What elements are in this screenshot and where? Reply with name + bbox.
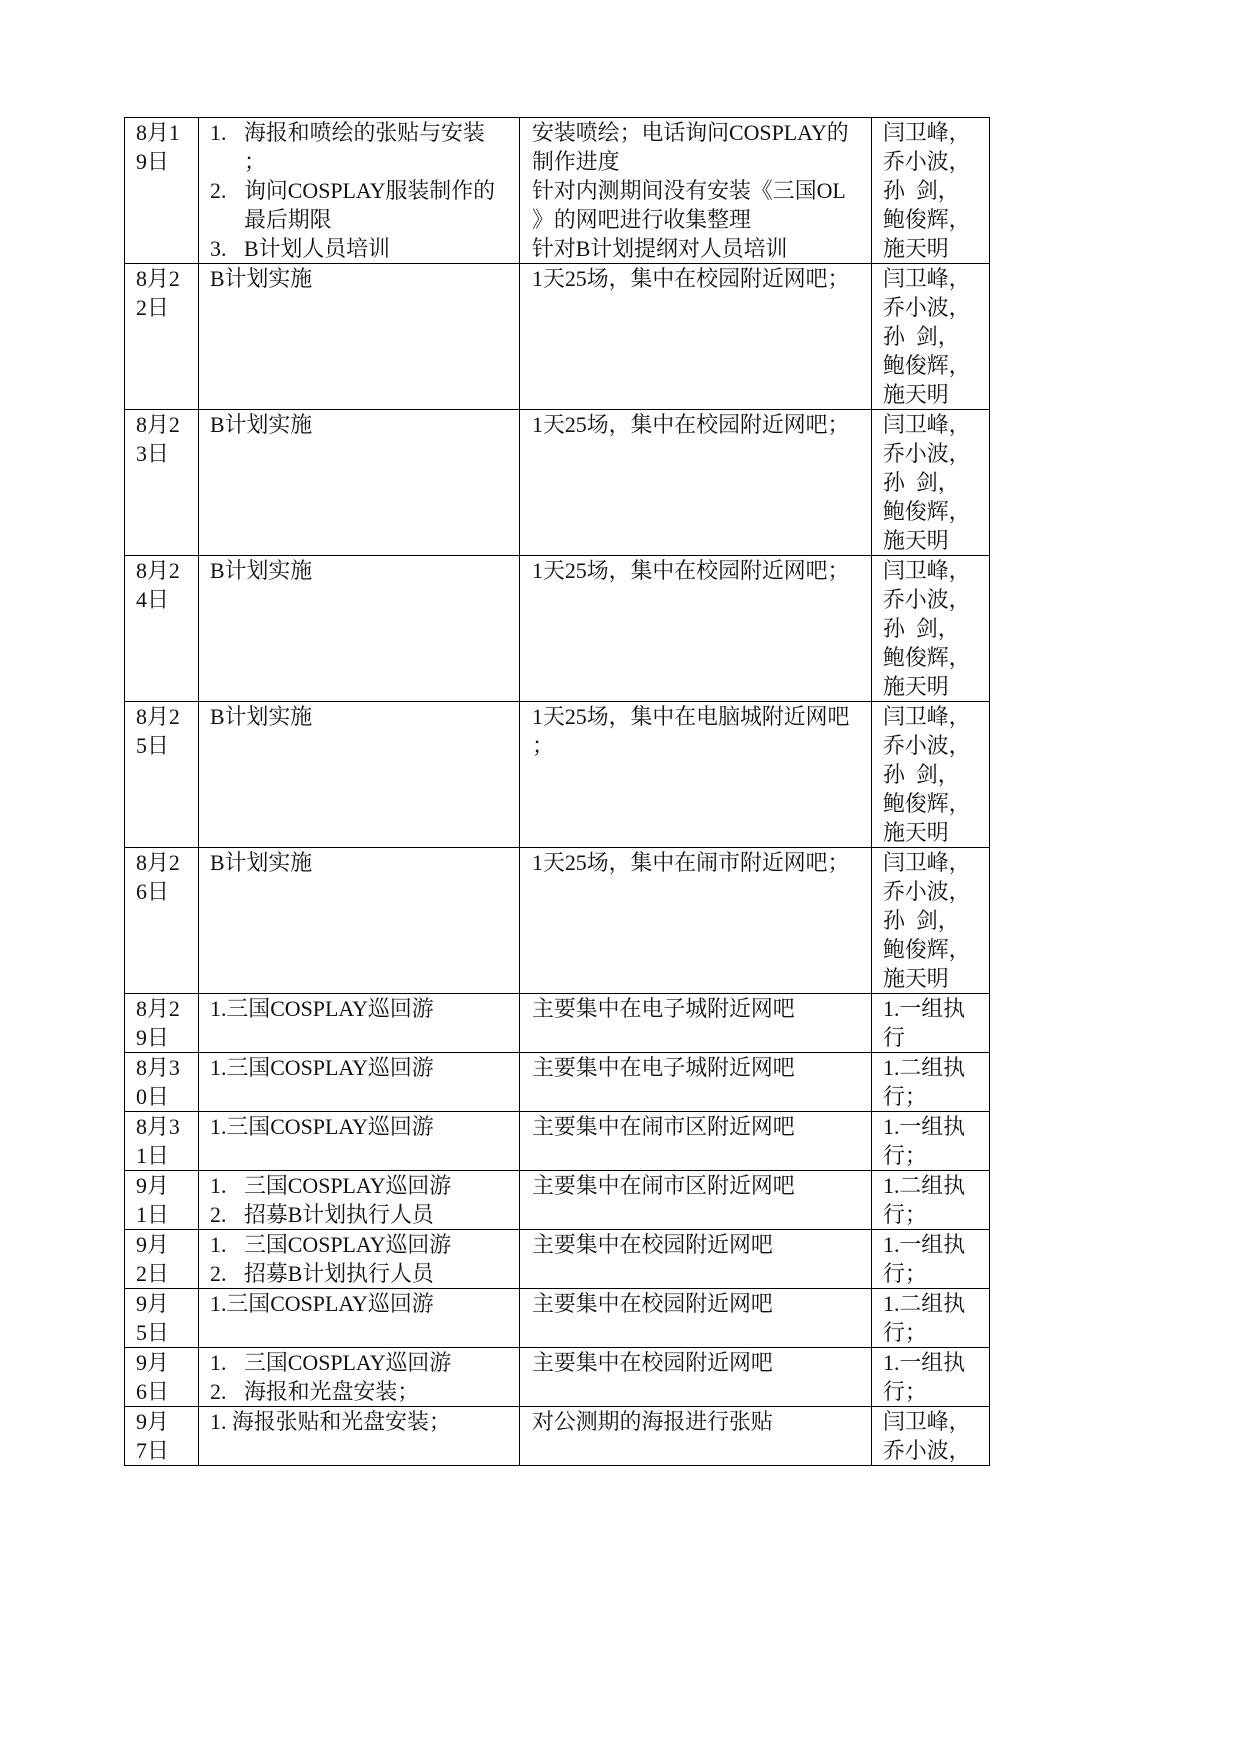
date-text: 9月: [136, 1173, 169, 1198]
staff-name: 孙 剑，: [883, 178, 960, 203]
details-cell: [520, 702, 872, 848]
details-cell: [520, 264, 872, 410]
schedule-table: [124, 117, 990, 1466]
date-text: 3日: [136, 441, 169, 466]
table-row: [125, 1407, 990, 1466]
table-row: [125, 848, 990, 994]
task-text: [244, 1259, 515, 1288]
date-text: 6日: [136, 879, 169, 904]
tasks-cell: [199, 410, 520, 556]
date-text: 1日: [136, 1143, 169, 1168]
staff-name: 行；: [883, 1379, 927, 1404]
date-text: 8月2: [136, 558, 180, 583]
staff-name: 施天明: [883, 966, 949, 991]
date-text: 9月: [136, 1350, 169, 1375]
staff-name: 1.二组执: [883, 1291, 966, 1316]
table-row: [125, 702, 990, 848]
task-item: [210, 118, 515, 176]
staff-cell: [872, 1171, 990, 1230]
task-text: [244, 1200, 515, 1229]
date-text: 5日: [136, 733, 169, 758]
date-text: 7日: [136, 1438, 169, 1463]
staff-name: 孙 剑，: [883, 762, 960, 787]
detail-text: 1天25场，集中在校园附近网吧；: [532, 266, 850, 291]
date-text: 2日: [136, 295, 169, 320]
tasks-cell: [199, 994, 520, 1053]
date-text: 8月1: [136, 120, 180, 145]
tasks-cell: [199, 702, 520, 848]
date-cell: [125, 1289, 199, 1348]
staff-name: 施天明: [883, 236, 949, 261]
staff-name: 乔小波，: [883, 1438, 971, 1463]
detail-text: 制作进度: [532, 149, 620, 174]
date-text: 8月2: [136, 704, 180, 729]
table-row: [125, 410, 990, 556]
task-number: 1.: [210, 120, 227, 145]
detail-text: 安装喷绘；电话询问COSPLAY的: [532, 120, 849, 145]
details-cell: [520, 994, 872, 1053]
detail-text: 对公测期的海报进行张贴: [532, 1409, 773, 1434]
task-number: 1.: [210, 1173, 227, 1198]
details-cell: [520, 1230, 872, 1289]
table-row: [125, 118, 990, 264]
task-text: B计划实施: [210, 704, 313, 729]
task-text: B计划实施: [210, 850, 313, 875]
staff-name: 孙 剑，: [883, 616, 960, 641]
task-text-line: 询问COSPLAY服装制作的: [244, 178, 495, 203]
table-row: [125, 1230, 990, 1289]
date-cell: [125, 1348, 199, 1407]
staff-name: 鲍俊辉，: [883, 791, 971, 816]
details-cell: [520, 1112, 872, 1171]
task-text: 1.三国COSPLAY巡回游: [210, 1291, 434, 1316]
staff-name: 孙 剑，: [883, 324, 960, 349]
table-row: [125, 1348, 990, 1407]
staff-cell: [872, 1348, 990, 1407]
date-text: 8月3: [136, 1055, 180, 1080]
detail-text: 主要集中在闹市区附近网吧: [532, 1114, 795, 1139]
table-row: [125, 1053, 990, 1112]
table-row: [125, 1171, 990, 1230]
task-number: 3.: [210, 236, 227, 261]
task-text-line: 三国COSPLAY巡回游: [244, 1173, 452, 1198]
task-text: B计划实施: [210, 412, 313, 437]
date-cell: [125, 1230, 199, 1289]
date-cell: [125, 994, 199, 1053]
date-cell: [125, 1407, 199, 1466]
staff-name: 乔小波，: [883, 441, 971, 466]
detail-text: 主要集中在校园附近网吧: [532, 1291, 773, 1316]
date-text: 9月: [136, 1409, 169, 1434]
staff-cell: [872, 702, 990, 848]
staff-cell: [872, 994, 990, 1053]
date-text: 6日: [136, 1379, 169, 1404]
task-number: 2.: [210, 1202, 227, 1227]
staff-name: 乔小波，: [883, 733, 971, 758]
staff-name: 孙 剑，: [883, 470, 960, 495]
date-text: 9月: [136, 1232, 169, 1257]
task-item: [210, 1171, 515, 1200]
staff-cell: [872, 410, 990, 556]
detail-text: 主要集中在电子城附近网吧: [532, 996, 795, 1021]
detail-text: 针对B计划提纲对人员培训: [532, 236, 788, 261]
tasks-cell: [199, 1053, 520, 1112]
staff-name: 闫卫峰，: [883, 266, 971, 291]
staff-name: 1.一组执: [883, 996, 966, 1021]
staff-name: 1.二组执: [883, 1055, 966, 1080]
task-text: [244, 1348, 515, 1377]
detail-text: ；: [532, 733, 554, 758]
date-cell: [125, 410, 199, 556]
tasks-cell: [199, 1112, 520, 1171]
staff-name: 1.一组执: [883, 1114, 966, 1139]
staff-name: 闫卫峰，: [883, 412, 971, 437]
task-text: 1.三国COSPLAY巡回游: [210, 996, 434, 1021]
task-text: B计划实施: [210, 558, 313, 583]
detail-text: 主要集中在校园附近网吧: [532, 1350, 773, 1375]
tasks-cell: [199, 1407, 520, 1466]
staff-name: 施天明: [883, 674, 949, 699]
task-item: [210, 1200, 515, 1229]
task-text-line: 海报和喷绘的张贴与安装: [244, 120, 485, 145]
table-row: [125, 994, 990, 1053]
staff-name: 行；: [883, 1261, 927, 1286]
task-item: [210, 176, 515, 234]
staff-cell: [872, 264, 990, 410]
staff-name: 闫卫峰，: [883, 850, 971, 875]
staff-cell: [872, 1112, 990, 1171]
task-text: [244, 118, 515, 176]
task-item: [210, 1377, 515, 1406]
task-item: [210, 234, 515, 263]
task-text: [244, 176, 515, 234]
staff-name: 鲍俊辉，: [883, 499, 971, 524]
date-text: 9日: [136, 149, 169, 174]
task-text: 1. 海报张贴和光盘安装；: [210, 1409, 451, 1434]
staff-name: 行；: [883, 1143, 927, 1168]
task-text-line: ；: [244, 149, 266, 174]
staff-cell: [872, 848, 990, 994]
date-cell: [125, 264, 199, 410]
task-number: 2.: [210, 178, 227, 203]
staff-name: 乔小波，: [883, 879, 971, 904]
task-text: [244, 234, 515, 263]
staff-name: 孙 剑，: [883, 908, 960, 933]
staff-name: 行；: [883, 1320, 927, 1345]
date-text: 8月2: [136, 996, 180, 1021]
date-text: 8月2: [136, 850, 180, 875]
detail-text: 1天25场，集中在校园附近网吧；: [532, 412, 850, 437]
task-text: [244, 1377, 515, 1406]
details-cell: [520, 1053, 872, 1112]
staff-name: 鲍俊辉，: [883, 937, 971, 962]
staff-name: 乔小波，: [883, 295, 971, 320]
schedule-table-body: [125, 118, 990, 1466]
task-text-line: 三国COSPLAY巡回游: [244, 1232, 452, 1257]
details-cell: [520, 1171, 872, 1230]
detail-text: 主要集中在电子城附近网吧: [532, 1055, 795, 1080]
date-text: 0日: [136, 1084, 169, 1109]
date-text: 9日: [136, 1025, 169, 1050]
staff-name: 鲍俊辉，: [883, 353, 971, 378]
tasks-cell: [199, 1230, 520, 1289]
staff-name: 乔小波，: [883, 149, 971, 174]
staff-name: 乔小波，: [883, 587, 971, 612]
staff-name: 闫卫峰，: [883, 120, 971, 145]
tasks-cell: [199, 1171, 520, 1230]
detail-text: 1天25场，集中在校园附近网吧；: [532, 558, 850, 583]
task-text-line: B计划人员培训: [244, 236, 390, 261]
staff-name: 施天明: [883, 382, 949, 407]
table-row: [125, 1289, 990, 1348]
task-text: 1.三国COSPLAY巡回游: [210, 1055, 434, 1080]
date-text: 1日: [136, 1202, 169, 1227]
details-cell: [520, 1289, 872, 1348]
details-cell: [520, 1407, 872, 1466]
staff-name: 行；: [883, 1084, 927, 1109]
staff-name: 闫卫峰，: [883, 558, 971, 583]
date-cell: [125, 118, 199, 264]
task-item: [210, 1259, 515, 1288]
details-cell: [520, 556, 872, 702]
tasks-cell: [199, 556, 520, 702]
task-text: 1.三国COSPLAY巡回游: [210, 1114, 434, 1139]
task-text: [244, 1171, 515, 1200]
task-text-line: 招募B计划执行人员: [244, 1261, 434, 1286]
details-cell: [520, 848, 872, 994]
staff-name: 施天明: [883, 820, 949, 845]
date-cell: [125, 556, 199, 702]
date-cell: [125, 1171, 199, 1230]
table-row: [125, 1112, 990, 1171]
date-text: 4日: [136, 587, 169, 612]
staff-name: 闫卫峰，: [883, 1409, 971, 1434]
tasks-cell: [199, 118, 520, 264]
date-text: 9月: [136, 1291, 169, 1316]
staff-name: 行: [883, 1025, 905, 1050]
details-cell: [520, 1348, 872, 1407]
staff-name: 鲍俊辉，: [883, 645, 971, 670]
details-cell: [520, 118, 872, 264]
staff-name: 鲍俊辉，: [883, 207, 971, 232]
task-text: B计划实施: [210, 266, 313, 291]
date-text: 8月3: [136, 1114, 180, 1139]
detail-text: 1天25场，集中在电脑城附近网吧: [532, 704, 850, 729]
task-text-line: 三国COSPLAY巡回游: [244, 1350, 452, 1375]
staff-name: 1.一组执: [883, 1232, 966, 1257]
staff-cell: [872, 1230, 990, 1289]
task-text: [244, 1230, 515, 1259]
details-cell: [520, 410, 872, 556]
staff-cell: [872, 1407, 990, 1466]
task-item: [210, 1230, 515, 1259]
detail-text: 主要集中在闹市区附近网吧: [532, 1173, 795, 1198]
staff-cell: [872, 1053, 990, 1112]
date-text: 2日: [136, 1261, 169, 1286]
task-number: 1.: [210, 1350, 227, 1375]
staff-name: 1.一组执: [883, 1350, 966, 1375]
date-cell: [125, 1053, 199, 1112]
staff-cell: [872, 556, 990, 702]
staff-name: 1.二组执: [883, 1173, 966, 1198]
detail-text: 主要集中在校园附近网吧: [532, 1232, 773, 1257]
detail-text: 针对内测期间没有安装《三国OL: [532, 178, 846, 203]
staff-name: 施天明: [883, 528, 949, 553]
table-row: [125, 264, 990, 410]
detail-text: 》的网吧进行收集整理: [532, 207, 751, 232]
table-row: [125, 556, 990, 702]
staff-cell: [872, 118, 990, 264]
tasks-cell: [199, 1289, 520, 1348]
date-cell: [125, 848, 199, 994]
staff-cell: [872, 1289, 990, 1348]
date-text: 5日: [136, 1320, 169, 1345]
date-cell: [125, 1112, 199, 1171]
tasks-cell: [199, 264, 520, 410]
task-number: 1.: [210, 1232, 227, 1257]
staff-name: 闫卫峰，: [883, 704, 971, 729]
task-item: [210, 1348, 515, 1377]
task-text-line: 海报和光盘安装；: [244, 1379, 420, 1404]
detail-text: 1天25场，集中在闹市附近网吧；: [532, 850, 850, 875]
staff-name: 行；: [883, 1202, 927, 1227]
task-text-line: 招募B计划执行人员: [244, 1202, 434, 1227]
tasks-cell: [199, 1348, 520, 1407]
date-text: 8月2: [136, 412, 180, 437]
tasks-cell: [199, 848, 520, 994]
task-number: 2.: [210, 1261, 227, 1286]
date-cell: [125, 702, 199, 848]
date-text: 8月2: [136, 266, 180, 291]
task-text-line: 最后期限: [244, 207, 332, 232]
task-number: 2.: [210, 1379, 227, 1404]
